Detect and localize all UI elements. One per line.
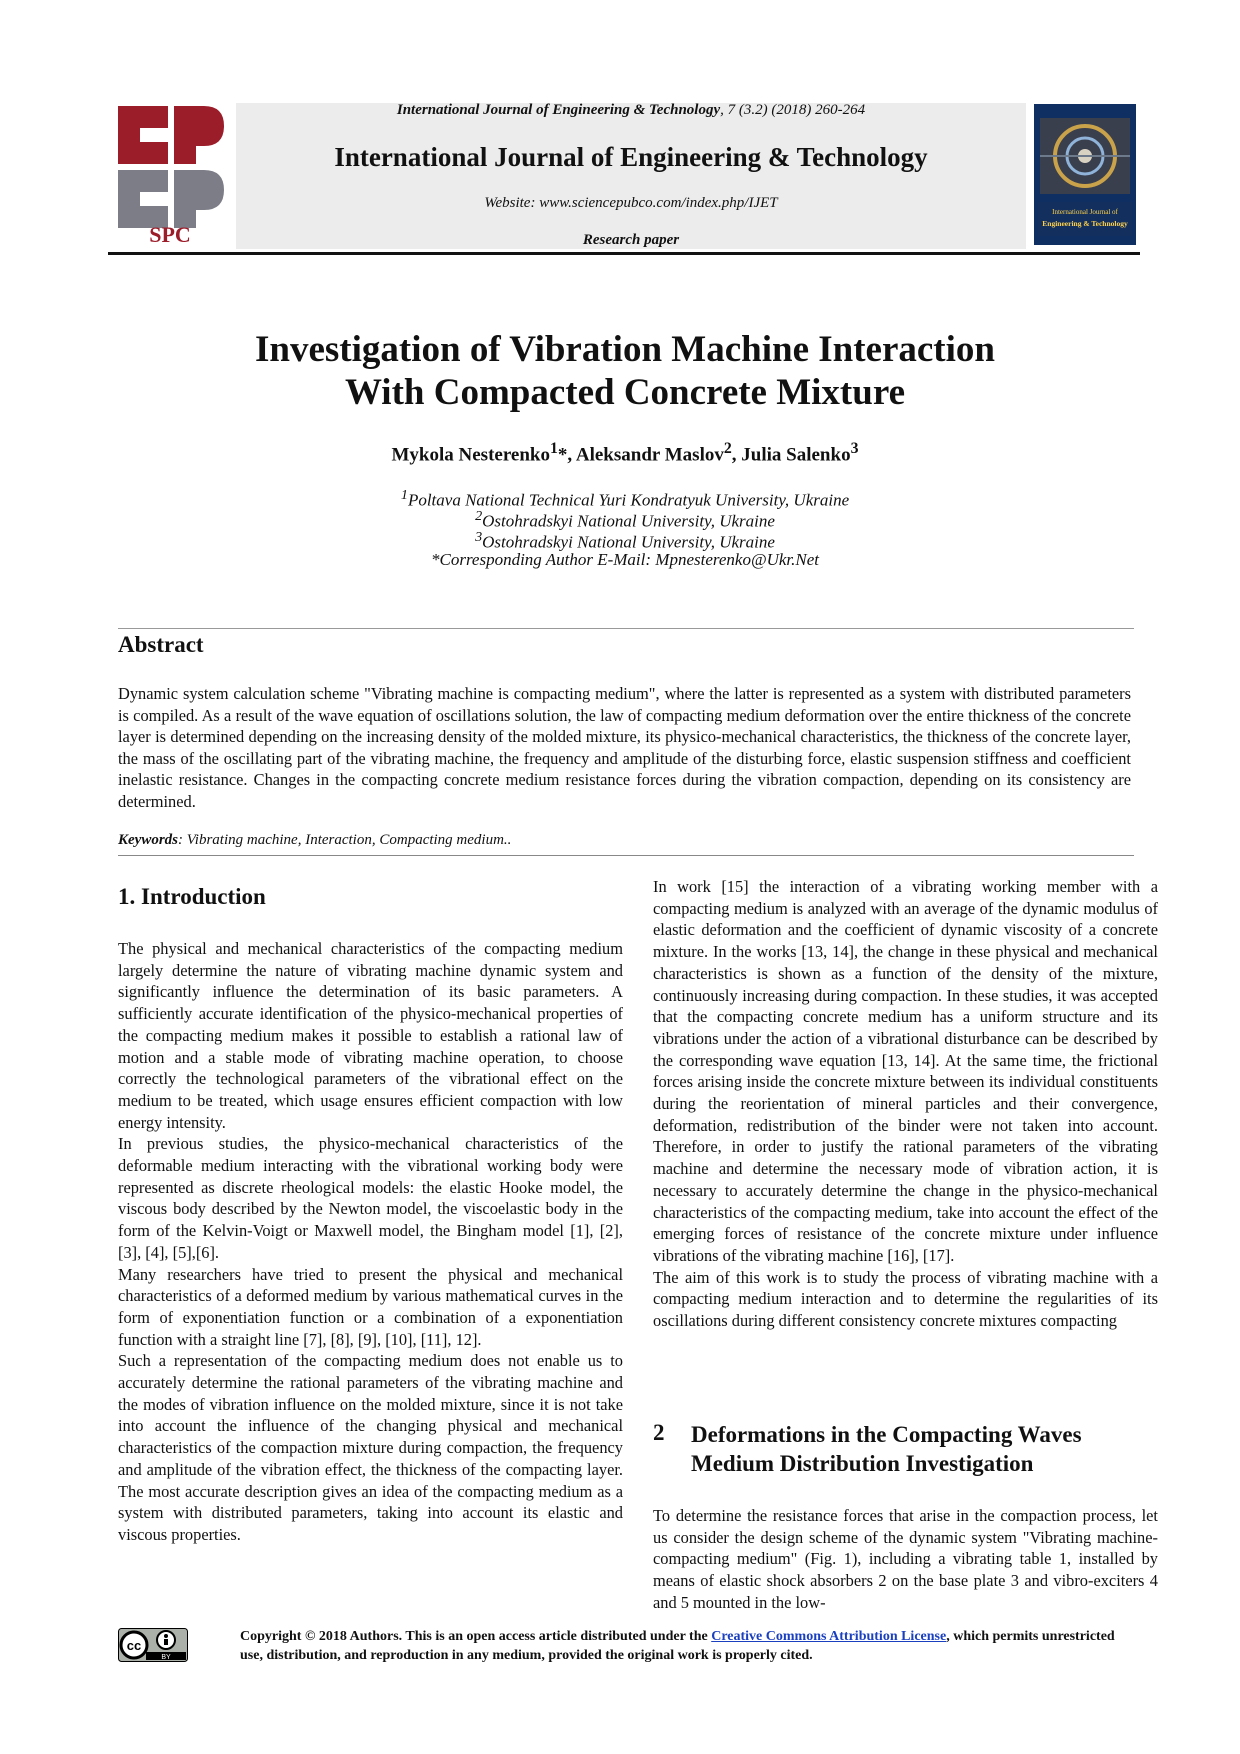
license-link[interactable]: Creative Commons Attribution License	[711, 1629, 947, 1644]
affiliation-3-sup: 3	[475, 529, 483, 545]
author-list	[120, 440, 1130, 466]
journal-header-band	[236, 103, 1026, 249]
journal-website[interactable]: Website: www.sciencepubco.com/index.php/IJET	[484, 195, 778, 211]
journal-citation	[236, 102, 1026, 119]
abstract-text: Dynamic system calculation scheme "Vibrating machine is compacting medium", where the latter is represented as a system with distributed parameters is compiled. As a result of the wave equation of oscillations solution, the law of compacting medium deformation over the entire thickness of the concrete layer is determined depending on the increasing density of the molded mixture, its physico-mechanical characteristics, the thickness of the concrete layer, the mass of the oscillating part of the vibrating machine, the frequency and amplitude of the disturbing force, elastic suspension stiffness and coefficient inelastic resistance. Changes in the compacting concrete medium resistance forces during the vibration compaction, depending on its consistency are determined.	[118, 684, 1131, 811]
paragraph: In previous studies, the physico-mechanical characteristics of the deformable medium interacting with the vibrational working body were represented as discrete rheological models: the elastic Hooke model, the viscous body described by the Newton model, the viscoelastic body in the form of the Kelvin-Voigt or Maxwell model, the Bingham model [1], [2], [3], [4], [5],[6].	[118, 1134, 623, 1262]
title-line-1: Investigation of Vibration Machine Interaction	[255, 329, 995, 370]
affiliation-1-text: Poltava National Technical Yuri Kondratyuk University, Ukraine	[407, 490, 850, 510]
left-column	[118, 938, 623, 1546]
svg-text:cc: cc	[126, 1638, 142, 1653]
section-2-heading: Deformations in the Compacting Waves Medium Distribution Investigation	[691, 1422, 1082, 1476]
corresponding-author	[120, 550, 1130, 570]
section-2-number: 2	[653, 1420, 665, 1445]
citation-journal: International Journal of Engineering & Technology	[396, 102, 721, 118]
paragraph: Many researchers have tried to present the physical and mechanical characteristics of a deformed medium by various mathematical curves in the form of exponentiation function or a combination of a exponentiation function with a straight line [7], [8], [9], [10], [11], 12].	[118, 1264, 623, 1349]
paragraph: In work [15] the interaction of a vibrating working member with a compacting medium is analyzed with an average of the dynamic modulus of elastic deformation and the coefficient of dynamic viscosity of a concrete mixture. In the works [13, 14], the change in these physical and mechanical characteristics is shown as a function of the density of the mixture, continuously increasing during compaction. In these studies, it was accepted that the compacting concrete medium has a uniform structure and its vibrations under the action of a vibrational disturbance can be described by the corresponding wave equation [13, 14]. At the same time, the frictional forces arising inside the concrete mixture between its individual constituents during the reorientation of mineral particles and their convergence, deformation, redistribution of the binder were not taken into account. Therefore, in order to justify the rational parameters of the vibrating machine and determine the necessary mode of vibration action, it is necessary to accurately determine the change in the physico-mechanical characteristics of the compacting medium, take into account the effect of the emerging forces of resistance of the concrete mixture under influence vibrations of the vibrating machine [16], [17].	[653, 877, 1158, 1265]
abstract-heading: Abstract	[118, 632, 204, 657]
header-rule	[108, 252, 1140, 255]
logo-text: SPC	[149, 222, 191, 247]
paper-title	[120, 328, 1130, 414]
section-1-heading: 1. Introduction	[118, 884, 266, 909]
author-1-sup: 1	[550, 440, 558, 457]
author-2: Aleksandr Maslov	[575, 444, 724, 466]
corresponding-author-text: *Corresponding Author E-Mail: Mpnesterenko@Ukr.Net	[430, 550, 820, 569]
copyright-text-b: , which permits unrestricted use, distribution, and reproduction in any medium, provided the original work is properly cited.	[240, 1629, 1115, 1663]
keywords-rule	[118, 855, 1134, 856]
affiliation-3-text: Ostohradskyi National University, Ukraine	[482, 532, 775, 552]
journal-name: International Journal of Engineering & Technology	[334, 142, 928, 172]
author-3-sup: 3	[850, 440, 859, 457]
copyright-notice	[240, 1627, 1131, 1665]
abstract-rule	[118, 628, 1134, 629]
copyright-text-a: Copyright © 2018 Authors. This is an open access article distributed under the	[240, 1629, 712, 1644]
title-line-2: With Compacted Concrete Mixture	[344, 372, 906, 413]
author-1: Mykola Nesterenko	[391, 444, 550, 466]
paragraph: Such a representation of the compacting medium does not enable us to accurately determine the rational parameters of the vibrating machine and the modes of vibration influence on the molded mixture, since it is not take into account the influence of the changing physical and mechanical characteristics of the compaction mixture during compaction, the frequency and amplitude of the vibration effect, the thickness of the compacting layer. The most accurate description gives an idea of the compacting medium as a system with distributed parameters, taking into account its elastic and viscous properties.	[118, 1351, 623, 1544]
cc-by-badge[interactable]	[118, 1628, 188, 1662]
cc-by-label: BY	[161, 1654, 171, 1661]
cover-title-line2: Engineering & Technology	[1042, 219, 1128, 228]
right-column	[653, 876, 1158, 1332]
paragraph: The physical and mechanical characteristics of the compacting medium largely determine the nature of vibrating machine dynamic system and significantly influence the determination of its basic parameters. A sufficiently accurate identification of the physico-mechanical properties of the compacting medium makes it possible to establish a rational law of motion and a stable mode of vibrating machine operation, to choose correctly the technological parameters of the vibrational effect on the medium to be treated, which usage ensures efficient compaction with low energy intensity.	[118, 939, 623, 1132]
paragraph: To determine the resistance forces that arise in the compaction process, let us consider the design scheme of the dynamic system "Vibrating machine-compacting medium" (Fig. 1), including a vibrating table 1, installed by means of elastic shock absorbers 2 on the base plate 3 and vibro-exciters 4 and 5 mounted in the low-	[653, 1506, 1158, 1612]
keywords	[118, 832, 511, 849]
keywords-text: : Vibrating machine, Interaction, Compacting medium..	[178, 832, 512, 848]
affiliation-2-sup: 2	[475, 508, 483, 524]
affiliation-2-text: Ostohradskyi National University, Ukraine	[482, 511, 775, 531]
journal-cover-image	[1034, 104, 1136, 245]
author-2-sup: 2	[723, 440, 732, 457]
author-3: Julia Salenko	[741, 444, 851, 466]
citation-volume: , 7 (3.2) (2018) 260-264	[720, 102, 866, 118]
keywords-label: Keywords	[118, 832, 178, 848]
author-2-sep: ,	[731, 444, 742, 466]
affiliation-1-sup: 1	[400, 487, 408, 503]
section-2-body	[653, 1505, 1158, 1614]
cover-title-line1: International Journal of	[1052, 208, 1118, 216]
paper-type: Research paper	[582, 232, 680, 248]
author-1-mark: *,	[557, 444, 576, 466]
paragraph: The aim of this work is to study the process of vibrating machine with a compacting medium interaction and to determine the regularities of its oscillations during different consistency concrete mixtures compacting	[653, 1267, 1158, 1331]
